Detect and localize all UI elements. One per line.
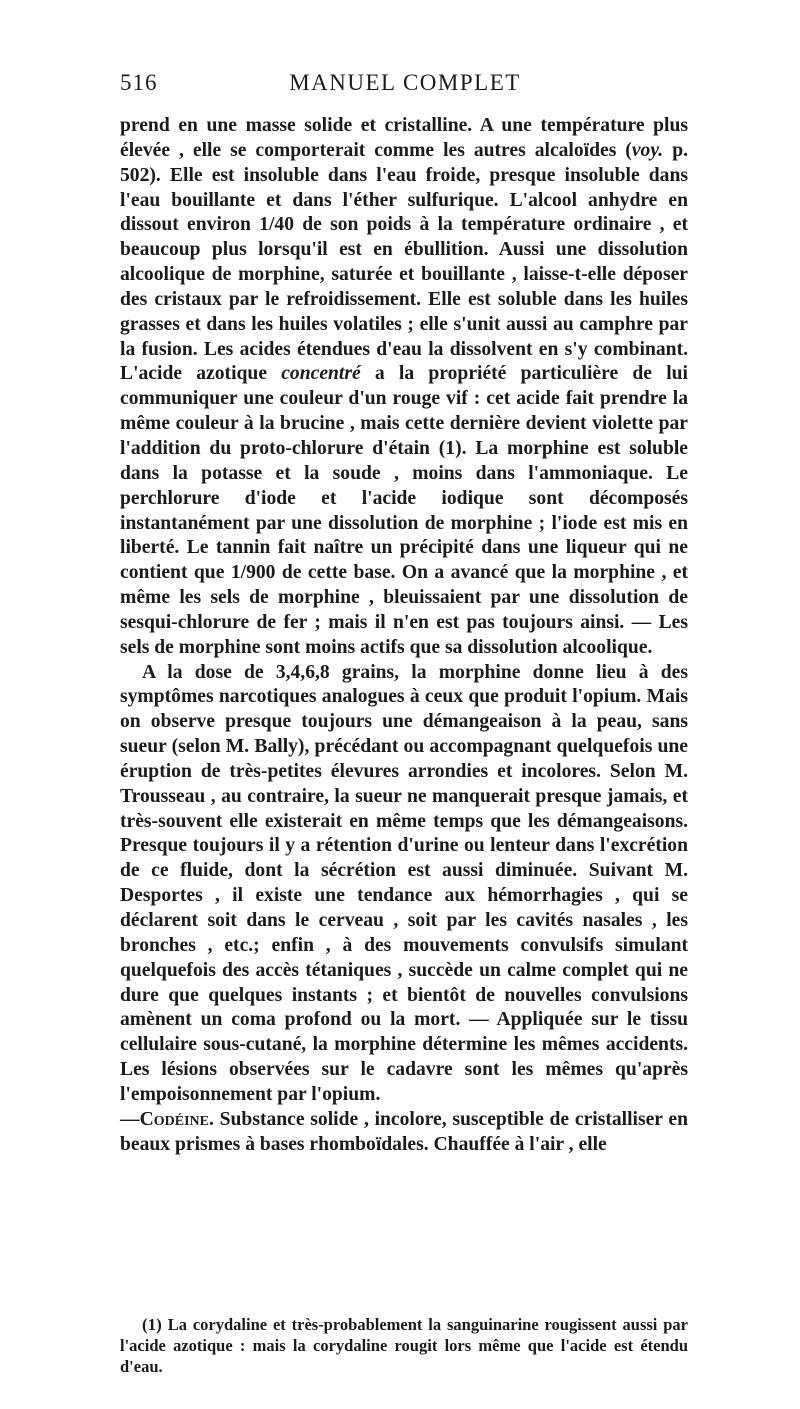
- footnote-mark: (1): [142, 1315, 162, 1334]
- codeine-heading: Codéine: [139, 1108, 209, 1130]
- paragraph-2: A la dose de 3,4,6,8 grains, la morphine donne lieu à des symptômes narcotiques analogues à ceux que produit l'opium. Mais on observe presque toujours une démangeaison à la peau, sans sueur (selon M. Bally), précédant ou accompagnant quelquefois une éruption de très-petites élevures arrondies et incolores. Selon M. Trousseau , au contraire, la sueur ne manquerait presque jamais, et très-souvent elle existerait en même temps que les démangeaisons. Presque toujours il y a rétention d'urine ou lenteur dans l'excrétion de ce fluide, dont la sécrétion est aussi diminuée. Suivant M. Desportes , il existe une tendance aux hémorrhagies , qui se déclarent soit dans le cerveau , soit par les cavités nasales , les bronches , etc.; enfin , à des mouvements convulsifs simulant quelquefois des accès tétaniques , succède un calme complet qui ne dure que quelques instants ; et bientôt de nouvelles convulsions amènent un coma profond ou la mort. — Appliquée sur le tissu cellulaire sous-cutané, la morphine détermine les mêmes accidents. Les lésions observées sur le cadavre sont les mêmes qu'après l'empoisonnement par l'opium.: [120, 661, 688, 1105]
- page-number: 516: [120, 70, 158, 95]
- concentre-term: concentré: [281, 363, 361, 385]
- paragraph-1: prend en une masse solide et cristalline. A une température plus élevée , elle se comporterait comme les autres alcaloïdes (voy. p. 502). Elle est insoluble dans l'eau froide, presque insoluble dans l'eau bouillante et dans l'éther sulfurique. L'alcool anhydre en dissout environ 1/40 de son poids à la température ordinaire , et beaucoup plus lorsqu'il est en ébullition. Aussi une dissolution alcoolique de morphine, saturée et bouillante , laisse-t-elle déposer des cristaux par le refroidissement. Elle est soluble dans les huiles grasses et dans les huiles volatiles ; elle s'unit aussi au camphre par la fusion. Les acides étendues d'eau la dissolvent en s'y combinant. L'acide azotique concentré a la propriété particulière de lui communiquer une couleur d'un rouge vif : cet acide fait prendre la même couleur à la brucine , mais cette dernière devient violette par l'addition du proto-chlorure d'étain (1). La morphine est soluble dans la potasse et la soude , moins dans l'ammoniaque. Le perchlorure d'iode et l'acide iodique sont décomposés instantanément par une dissolution de morphine ; l'iode est mis en liberté. Le tannin fait naître un précipité dans une liqueur qui ne contient que 1/900 de cette base. On a avancé que la morphine , et même les sels de morphine , bleuissaient par une dissolution de sesqui-chlorure de fer ; mais il n'en est pas toujours ainsi. — Les sels de morphine sont moins actifs que sa dissolution alcoolique.: [120, 115, 688, 658]
- body-text: [120, 114, 688, 1157]
- footnote-text: La corydaline et très-probablement la sanguinarine rougissent aussi par l'acide azotique : mais la corydaline rougit lors même que l'acide est étendu d'eau.: [120, 1315, 688, 1376]
- running-title: MANUEL COMPLET: [289, 70, 521, 95]
- footnote: [120, 1314, 688, 1377]
- voy-abbrev: voy.: [631, 139, 664, 161]
- paragraph-3: —Codéine. Substance solide , incolore, susceptible de cristalliser en beaux prismes à bases rhomboïdales. Chauffée à l'air , elle: [120, 1108, 688, 1155]
- running-head: [120, 70, 690, 102]
